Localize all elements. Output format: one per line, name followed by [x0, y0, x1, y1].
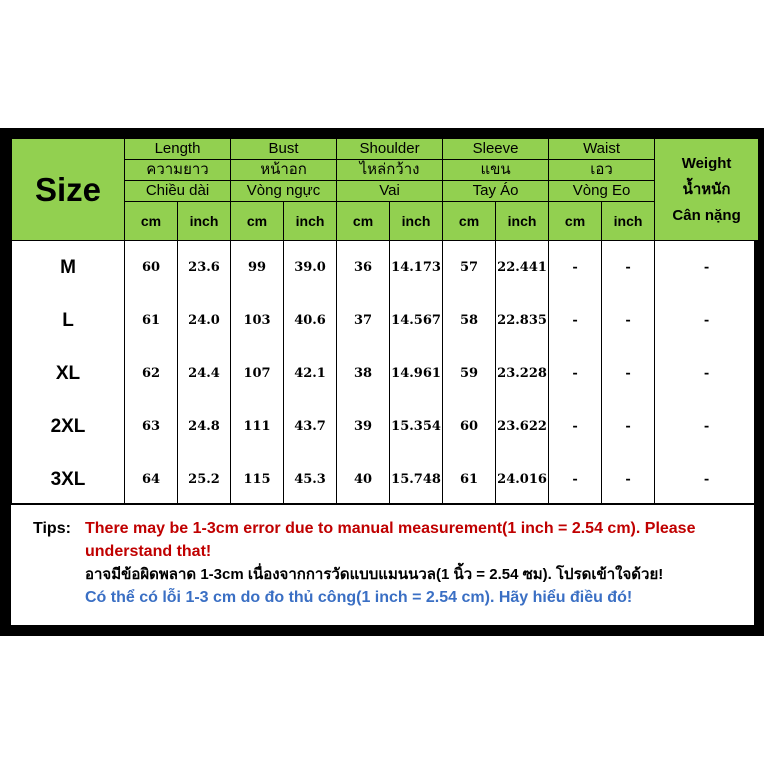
value-cell: 43.7 [284, 400, 337, 453]
value-cell: - [602, 241, 655, 295]
value-cell: 115 [231, 453, 284, 507]
size-cell: XL [12, 347, 125, 400]
value-cell: - [549, 294, 602, 347]
length-unit-cm: cm [125, 202, 178, 241]
shoulder-unit-inch: inch [390, 202, 443, 241]
value-cell: 40.6 [284, 294, 337, 347]
shoulder-header-en: Shoulder [337, 139, 443, 160]
table-row [12, 294, 759, 347]
value-cell: 24.4 [178, 347, 231, 400]
size-chart [11, 138, 754, 503]
value-cell: 59 [443, 347, 496, 400]
bust-unit-cm: cm [231, 202, 284, 241]
length-header-vi: Chiều dài [125, 181, 231, 202]
length-header-th: ความยาว [125, 160, 231, 181]
bust-header-en: Bust [231, 139, 337, 160]
value-cell: 107 [231, 347, 284, 400]
sleeve-header-th: แขน [443, 160, 549, 181]
value-cell: - [602, 347, 655, 400]
sleeve-header-vi: Tay Áo [443, 181, 549, 202]
value-cell: - [655, 347, 759, 400]
value-cell: 14.567 [390, 294, 443, 347]
value-cell: 14.961 [390, 347, 443, 400]
size-table [11, 138, 759, 507]
value-cell: - [602, 294, 655, 347]
value-cell: 42.1 [284, 347, 337, 400]
value-cell: 39 [337, 400, 390, 453]
length-header-en: Length [125, 139, 231, 160]
value-cell: 39.0 [284, 241, 337, 295]
value-cell: 14.173 [390, 241, 443, 295]
value-cell: 60 [443, 400, 496, 453]
size-cell: 2XL [12, 400, 125, 453]
shoulder-header-vi: Vai [337, 181, 443, 202]
value-cell: 62 [125, 347, 178, 400]
waist-header-vi: Vòng Eo [549, 181, 655, 202]
value-cell: 111 [231, 400, 284, 453]
tips-panel [11, 505, 754, 625]
value-cell: 61 [125, 294, 178, 347]
tip-thai: อาจมีข้อผิดพลาด 1-3cm เนื่องจากการวัดแบบแมนนวล(1 นิ้ว = 2.54 ซม). โปรดเข้าใจด้วย! [85, 566, 664, 583]
value-cell: 36 [337, 241, 390, 295]
value-cell: - [655, 241, 759, 295]
bust-header-th: หน้าอก [231, 160, 337, 181]
shoulder-unit-cm: cm [337, 202, 390, 241]
value-cell: 58 [443, 294, 496, 347]
tip-vietnamese: Có thể có lỗi 1-3 cm do đo thủ công(1 inch = 2.54 cm). Hãy hiểu điều đó! [85, 589, 633, 606]
value-cell: 24.8 [178, 400, 231, 453]
value-cell: 22.835 [496, 294, 549, 347]
value-cell: 45.3 [284, 453, 337, 507]
size-header: Size [12, 139, 125, 241]
value-cell: 103 [231, 294, 284, 347]
value-cell: 24.016 [496, 453, 549, 507]
table-row [12, 347, 759, 400]
weight-header [655, 139, 759, 241]
value-cell: - [602, 400, 655, 453]
value-cell: 23.622 [496, 400, 549, 453]
value-cell: 15.748 [390, 453, 443, 507]
value-cell: 64 [125, 453, 178, 507]
value-cell: 25.2 [178, 453, 231, 507]
length-unit-inch: inch [178, 202, 231, 241]
weight-header-th: น้ำหนัก [682, 180, 731, 198]
value-cell: 23.6 [178, 241, 231, 295]
value-cell: 37 [337, 294, 390, 347]
table-row [12, 241, 759, 295]
value-cell: 57 [443, 241, 496, 295]
value-cell: 99 [231, 241, 284, 295]
sleeve-header-en: Sleeve [443, 139, 549, 160]
bust-unit-inch: inch [284, 202, 337, 241]
table-row [12, 400, 759, 453]
waist-header-th: เอว [549, 160, 655, 181]
tips-label: Tips: [33, 520, 71, 537]
size-chart-frame [0, 128, 764, 636]
waist-header-en: Waist [549, 139, 655, 160]
value-cell: - [655, 294, 759, 347]
value-cell: 40 [337, 453, 390, 507]
size-cell: M [12, 241, 125, 295]
waist-unit-inch: inch [602, 202, 655, 241]
weight-header-vi: Cân nặng [672, 206, 741, 224]
value-cell: 38 [337, 347, 390, 400]
sleeve-unit-cm: cm [443, 202, 496, 241]
value-cell: - [549, 453, 602, 507]
value-cell: 60 [125, 241, 178, 295]
weight-header-en: Weight [681, 154, 732, 172]
size-cell: L [12, 294, 125, 347]
shoulder-header-th: ไหล่กว้าง [337, 160, 443, 181]
value-cell: 23.228 [496, 347, 549, 400]
value-cell: 15.354 [390, 400, 443, 453]
value-cell: - [549, 400, 602, 453]
tip-english: There may be 1-3cm error due to manual measurement(1 inch = 2.54 cm). Please understand that! [85, 520, 696, 560]
size-cell: 3XL [12, 453, 125, 507]
value-cell: - [549, 241, 602, 295]
value-cell: 63 [125, 400, 178, 453]
value-cell: 24.0 [178, 294, 231, 347]
table-row [12, 453, 759, 507]
waist-unit-cm: cm [549, 202, 602, 241]
value-cell: - [655, 453, 759, 507]
value-cell: 22.441 [496, 241, 549, 295]
value-cell: 61 [443, 453, 496, 507]
sleeve-unit-inch: inch [496, 202, 549, 241]
value-cell: - [549, 347, 602, 400]
bust-header-vi: Vòng ngực [231, 181, 337, 202]
value-cell: - [602, 453, 655, 507]
value-cell: - [655, 400, 759, 453]
